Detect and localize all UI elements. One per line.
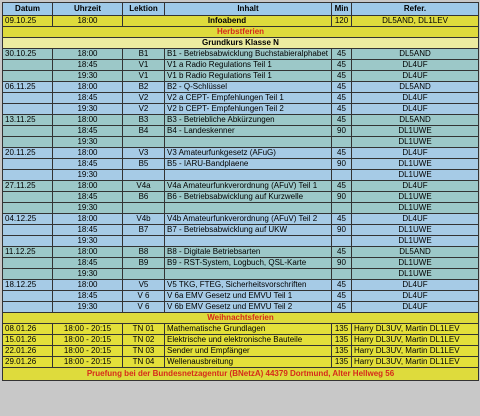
cell-datum: 30.10.25 <box>3 49 53 60</box>
cell-lektion: V3 <box>123 148 165 159</box>
cell-inhalt: V1 a Radio Regulations Teil 1 <box>165 60 332 71</box>
cell-min: 90 <box>332 126 352 137</box>
lesson-row <box>3 192 479 203</box>
cell-refer: DL4UF <box>352 93 479 104</box>
lesson-row <box>3 137 479 148</box>
cell-refer: DL5AND <box>352 82 479 93</box>
cell-refer: DL4UF <box>352 71 479 82</box>
cell-min: 90 <box>332 192 352 203</box>
cell-min: 45 <box>332 247 352 258</box>
cell-inhalt: V5 TKG, FTEG, Sicherheitsvorschriften <box>165 280 332 291</box>
cell-datum <box>3 258 53 269</box>
cell-datum <box>3 291 53 302</box>
cell-refer: DL1UWE <box>352 137 479 148</box>
cell-min: 45 <box>332 60 352 71</box>
cell-uhrzeit: 18:45 <box>53 93 123 104</box>
cell-datum <box>3 225 53 236</box>
cell-uhrzeit: 19:30 <box>53 104 123 115</box>
header-inhalt: Inhalt <box>165 3 332 16</box>
cell-inhalt: V3 Amateurfunkgesetz (AFuG) <box>165 148 332 159</box>
tn-row <box>3 324 479 335</box>
cell-uhrzeit: 18:00 <box>53 280 123 291</box>
cell-inhalt: B3 - Betriebliche Abkürzungen <box>165 115 332 126</box>
cell-uhrzeit: 18:45 <box>53 291 123 302</box>
cell-uhrzeit: 18:45 <box>53 192 123 203</box>
cell-inhalt <box>165 269 332 280</box>
cell-min <box>332 137 352 148</box>
cell-inhalt: Mathematische Grundlagen <box>165 324 332 335</box>
cell-refer: Harry DL3UV, Martin DL1LEV <box>352 346 479 357</box>
cell-min <box>332 170 352 181</box>
event-time: 18:00 <box>53 16 123 27</box>
cell-lektion: V5 <box>123 280 165 291</box>
lesson-row <box>3 302 479 313</box>
tn-row <box>3 357 479 368</box>
cell-datum <box>3 126 53 137</box>
pruefung-label: Pruefung bei der Bundesnetzagentur (BNetzA) 44379 Dortmund, Alter Hellweg 56 <box>3 368 479 381</box>
cell-lektion: TN 02 <box>123 335 165 346</box>
lesson-row <box>3 104 479 115</box>
lesson-row <box>3 115 479 126</box>
cell-datum <box>3 60 53 71</box>
cell-min: 45 <box>332 49 352 60</box>
header-lektion: Lektion <box>123 3 165 16</box>
schedule-sheet <box>2 2 478 381</box>
cell-uhrzeit: 18:00 <box>53 148 123 159</box>
cell-datum: 20.11.25 <box>3 148 53 159</box>
cell-lektion: B9 <box>123 258 165 269</box>
cell-refer: DL4UF <box>352 148 479 159</box>
cell-lektion: B1 <box>123 49 165 60</box>
cell-datum: 29.01.26 <box>3 357 53 368</box>
cell-datum: 04.12.25 <box>3 214 53 225</box>
lesson-row <box>3 159 479 170</box>
cell-inhalt: Sender und Empfänger <box>165 346 332 357</box>
cell-uhrzeit: 18:00 - 20:15 <box>53 335 123 346</box>
cell-refer: Harry DL3UV, Martin DL1LEV <box>352 335 479 346</box>
cell-min: 45 <box>332 93 352 104</box>
weihnachtsferien-banner <box>3 313 479 324</box>
cell-min: 45 <box>332 291 352 302</box>
cell-lektion: B5 <box>123 159 165 170</box>
cell-lektion: TN 04 <box>123 357 165 368</box>
schedule-table <box>2 2 479 381</box>
cell-refer: DL1UWE <box>352 258 479 269</box>
lesson-row <box>3 82 479 93</box>
cell-datum <box>3 269 53 280</box>
cell-min: 45 <box>332 181 352 192</box>
cell-datum: 27.11.25 <box>3 181 53 192</box>
cell-uhrzeit: 18:45 <box>53 258 123 269</box>
cell-refer: DL4UF <box>352 291 479 302</box>
cell-refer: DL4UF <box>352 181 479 192</box>
cell-datum <box>3 203 53 214</box>
cell-min: 90 <box>332 225 352 236</box>
pruefung-footer <box>3 368 479 381</box>
cell-lektion: B3 <box>123 115 165 126</box>
cell-datum <box>3 192 53 203</box>
cell-min: 135 <box>332 357 352 368</box>
cell-uhrzeit: 19:30 <box>53 71 123 82</box>
herbstferien-label: Herbstferien <box>3 27 479 38</box>
weihnachtsferien-label: Weihnachtsferien <box>3 313 479 324</box>
cell-datum: 13.11.25 <box>3 115 53 126</box>
cell-uhrzeit: 18:00 <box>53 115 123 126</box>
cell-inhalt: V4b Amateurfunkverordnung (AFuV) Teil 2 <box>165 214 332 225</box>
cell-lektion: TN 01 <box>123 324 165 335</box>
cell-refer: DL1UWE <box>352 269 479 280</box>
cell-inhalt: Wellenausbreitung <box>165 357 332 368</box>
grundkurs-label: Grundkurs Klasse N <box>3 38 479 49</box>
lesson-row <box>3 93 479 104</box>
cell-lektion <box>123 203 165 214</box>
cell-refer: DL1UWE <box>352 126 479 137</box>
cell-inhalt: B4 - Landeskenner <box>165 126 332 137</box>
cell-refer: DL4UF <box>352 302 479 313</box>
lesson-row <box>3 181 479 192</box>
cell-lektion: TN 03 <box>123 346 165 357</box>
cell-inhalt: B9 - RST-System, Logbuch, QSL-Karte <box>165 258 332 269</box>
cell-min: 45 <box>332 82 352 93</box>
cell-min: 45 <box>332 214 352 225</box>
herbstferien-banner <box>3 27 479 38</box>
cell-datum <box>3 302 53 313</box>
cell-min: 135 <box>332 324 352 335</box>
cell-uhrzeit: 19:30 <box>53 170 123 181</box>
cell-inhalt: V1 b Radio Regulations Teil 1 <box>165 71 332 82</box>
cell-min: 45 <box>332 280 352 291</box>
lesson-row <box>3 60 479 71</box>
header-row <box>3 3 479 16</box>
event-date: 09.10.25 <box>3 16 53 27</box>
lesson-row <box>3 225 479 236</box>
cell-datum: 18.12.25 <box>3 280 53 291</box>
cell-uhrzeit: 18:00 <box>53 82 123 93</box>
cell-min: 90 <box>332 258 352 269</box>
cell-refer: DL5AND <box>352 247 479 258</box>
lesson-row <box>3 291 479 302</box>
cell-refer: DL4UF <box>352 280 479 291</box>
cell-inhalt <box>165 170 332 181</box>
cell-inhalt: V4a Amateurfunkverordnung (AFuV) Teil 1 <box>165 181 332 192</box>
cell-lektion: V1 <box>123 60 165 71</box>
cell-datum: 11.12.25 <box>3 247 53 258</box>
cell-refer: DL1UWE <box>352 236 479 247</box>
cell-inhalt: V2 b CEPT- Empfehlungen Teil 2 <box>165 104 332 115</box>
cell-refer: DL1UWE <box>352 170 479 181</box>
cell-lektion: B7 <box>123 225 165 236</box>
cell-datum <box>3 104 53 115</box>
cell-inhalt: V2 a CEPT- Empfehlungen Teil 1 <box>165 93 332 104</box>
cell-refer: DL1UWE <box>352 203 479 214</box>
lesson-row <box>3 71 479 82</box>
event-title: Infoabend <box>123 16 332 27</box>
lesson-row <box>3 203 479 214</box>
lesson-row <box>3 49 479 60</box>
lesson-row <box>3 236 479 247</box>
cell-refer: DL5AND <box>352 115 479 126</box>
cell-uhrzeit: 18:00 - 20:15 <box>53 346 123 357</box>
cell-datum <box>3 137 53 148</box>
cell-inhalt <box>165 236 332 247</box>
cell-datum <box>3 159 53 170</box>
cell-inhalt: B7 - Betriebsabwicklung auf UKW <box>165 225 332 236</box>
lesson-row <box>3 269 479 280</box>
lesson-row <box>3 148 479 159</box>
cell-datum <box>3 170 53 181</box>
cell-inhalt: B6 - Betriebsabwicklung auf Kurzwelle <box>165 192 332 203</box>
lesson-row <box>3 247 479 258</box>
cell-lektion <box>123 236 165 247</box>
cell-lektion <box>123 269 165 280</box>
cell-uhrzeit: 18:00 <box>53 181 123 192</box>
cell-inhalt: Elektrische und elektronische Bauteile <box>165 335 332 346</box>
cell-refer: Harry DL3UV, Martin DL1LEV <box>352 357 479 368</box>
cell-datum <box>3 71 53 82</box>
cell-lektion: B6 <box>123 192 165 203</box>
grundkurs-banner <box>3 38 479 49</box>
lesson-row <box>3 126 479 137</box>
cell-datum: 15.01.26 <box>3 335 53 346</box>
lesson-row <box>3 170 479 181</box>
cell-min: 45 <box>332 104 352 115</box>
cell-min: 90 <box>332 159 352 170</box>
cell-refer: DL1UWE <box>352 159 479 170</box>
cell-min <box>332 236 352 247</box>
cell-uhrzeit: 18:00 <box>53 49 123 60</box>
cell-uhrzeit: 18:45 <box>53 159 123 170</box>
cell-refer: DL4UF <box>352 104 479 115</box>
cell-refer: Harry DL3UV, Martin DL1LEV <box>352 324 479 335</box>
cell-min: 45 <box>332 148 352 159</box>
cell-lektion: V4b <box>123 214 165 225</box>
cell-refer: DL1UWE <box>352 225 479 236</box>
lesson-row <box>3 214 479 225</box>
cell-inhalt: V 6b EMV Gesetz und EMVU Teil 2 <box>165 302 332 313</box>
cell-min <box>332 269 352 280</box>
cell-uhrzeit: 18:00 - 20:15 <box>53 357 123 368</box>
cell-inhalt: B5 - IARU-Bandplaene <box>165 159 332 170</box>
cell-inhalt: B8 - Digitale Betriebsarten <box>165 247 332 258</box>
cell-min: 45 <box>332 71 352 82</box>
cell-uhrzeit: 19:30 <box>53 302 123 313</box>
cell-refer: DL4UF <box>352 60 479 71</box>
cell-lektion: B4 <box>123 126 165 137</box>
cell-uhrzeit: 19:30 <box>53 236 123 247</box>
header-datum: Datum <box>3 3 53 16</box>
header-refer: Refer. <box>352 3 479 16</box>
cell-lektion <box>123 170 165 181</box>
cell-datum: 06.11.25 <box>3 82 53 93</box>
cell-uhrzeit: 18:45 <box>53 60 123 71</box>
cell-lektion: V 6 <box>123 291 165 302</box>
cell-datum: 08.01.26 <box>3 324 53 335</box>
header-min: Min <box>332 3 352 16</box>
cell-uhrzeit: 18:00 <box>53 214 123 225</box>
cell-min: 45 <box>332 302 352 313</box>
cell-lektion <box>123 137 165 148</box>
cell-lektion: V4a <box>123 181 165 192</box>
cell-inhalt: B1 - Betriebsabwicklung Buchstabieralphabet <box>165 49 332 60</box>
cell-refer: DL1UWE <box>352 192 479 203</box>
cell-min: 45 <box>332 115 352 126</box>
cell-lektion: V 6 <box>123 302 165 313</box>
cell-inhalt: V 6a EMV Gesetz und EMVU Teil 1 <box>165 291 332 302</box>
infoabend-row <box>3 16 479 27</box>
header-uhrzeit: Uhrzeit <box>53 3 123 16</box>
cell-lektion: B2 <box>123 82 165 93</box>
cell-uhrzeit: 18:00 - 20:15 <box>53 324 123 335</box>
cell-uhrzeit: 18:45 <box>53 126 123 137</box>
cell-uhrzeit: 19:30 <box>53 137 123 148</box>
tn-row <box>3 335 479 346</box>
cell-datum <box>3 236 53 247</box>
cell-datum <box>3 93 53 104</box>
cell-uhrzeit: 19:30 <box>53 203 123 214</box>
lesson-row <box>3 280 479 291</box>
cell-inhalt: B2 - Q-Schlüssel <box>165 82 332 93</box>
cell-uhrzeit: 18:00 <box>53 247 123 258</box>
tn-row <box>3 346 479 357</box>
cell-inhalt <box>165 137 332 148</box>
cell-datum: 22.01.26 <box>3 346 53 357</box>
cell-uhrzeit: 18:45 <box>53 225 123 236</box>
cell-min: 135 <box>332 346 352 357</box>
event-min: 120 <box>332 16 352 27</box>
cell-refer: DL5AND <box>352 49 479 60</box>
cell-refer: DL4UF <box>352 214 479 225</box>
cell-lektion: V2 <box>123 104 165 115</box>
event-ref: DL5AND, DL1LEV <box>352 16 479 27</box>
cell-lektion: B8 <box>123 247 165 258</box>
cell-min <box>332 203 352 214</box>
cell-lektion: V2 <box>123 93 165 104</box>
cell-min: 135 <box>332 335 352 346</box>
cell-uhrzeit: 19:30 <box>53 269 123 280</box>
cell-inhalt <box>165 203 332 214</box>
lesson-row <box>3 258 479 269</box>
cell-lektion: V1 <box>123 71 165 82</box>
